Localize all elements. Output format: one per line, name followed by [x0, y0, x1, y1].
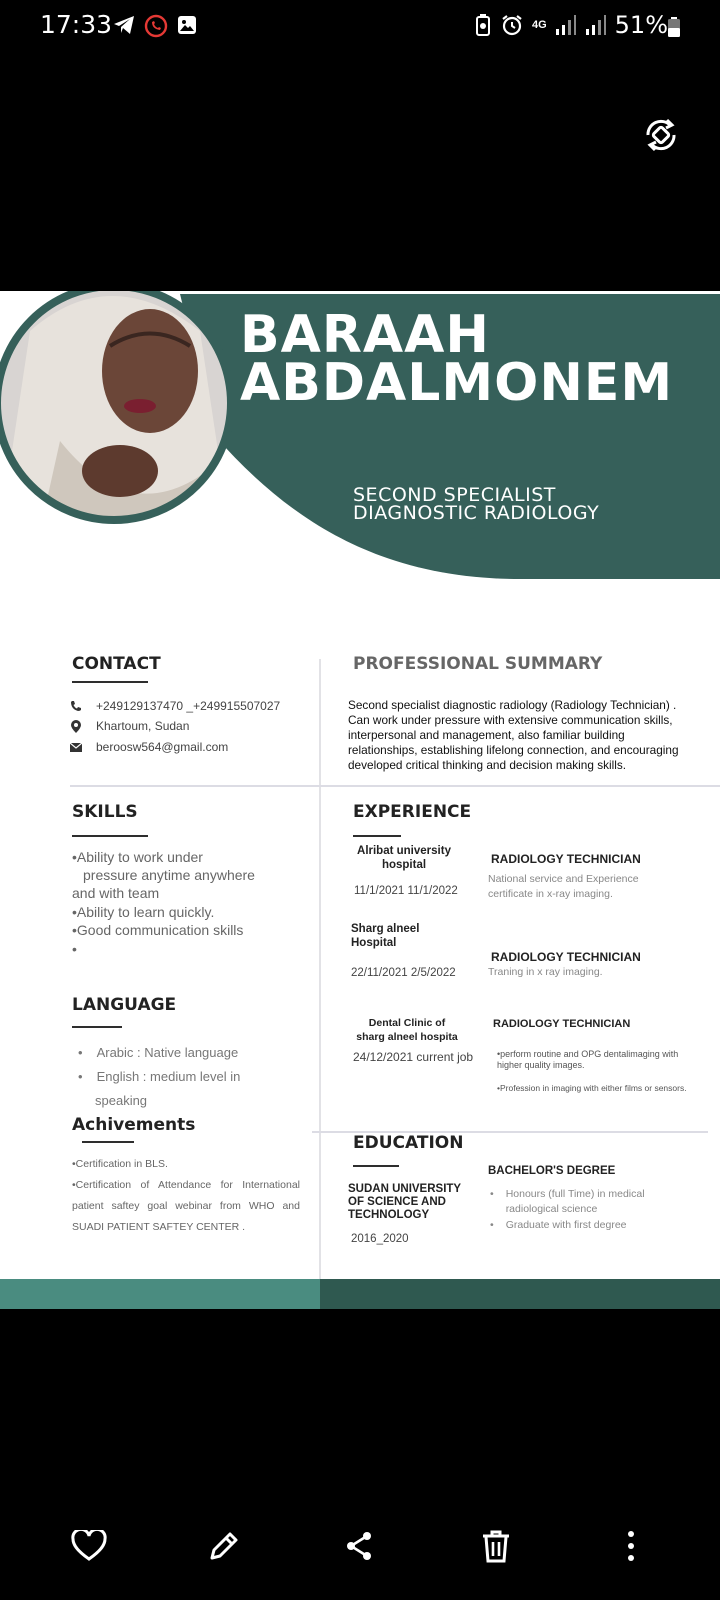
skills-title: SKILLS: [72, 802, 138, 822]
resume-document: [0, 291, 720, 1309]
section-divider-top: [70, 785, 720, 787]
candidate-title: SECOND SPECIALIST DIAGNOSTIC RADIOLOGY: [353, 484, 600, 524]
experience-title: EXPERIENCE: [353, 802, 472, 822]
heart-icon: [71, 1530, 107, 1562]
language-underline: [72, 1026, 122, 1028]
contact-title: CONTACT: [72, 654, 161, 674]
network-type: 4G: [531, 18, 547, 31]
mail-icon: [70, 742, 82, 752]
edit-button[interactable]: [202, 1524, 246, 1568]
achievements-underline: [82, 1141, 134, 1143]
experience-org: Alribat university hospital: [357, 845, 451, 871]
skill-line: •Ability to learn quickly.: [72, 904, 215, 920]
skill-line: •: [72, 941, 77, 957]
status-bar: [0, 0, 720, 52]
contact-location: Khartoum, Sudan: [70, 719, 189, 733]
experience-dates: 24/12/2021 current job: [353, 1050, 474, 1064]
experience-underline: [353, 835, 401, 837]
signal-icon-1: [555, 14, 577, 36]
action-bar: [0, 1500, 720, 1600]
favorite-button[interactable]: [67, 1524, 111, 1568]
skill-line: •Good communication skills: [72, 922, 244, 938]
status-time: 17:33: [40, 10, 113, 39]
language-item-continued: speaking: [95, 1093, 148, 1108]
trash-icon: [480, 1528, 512, 1564]
language-title: LANGUAGE: [72, 995, 177, 1015]
experience-bullet: •perform routine and OPG dentalimaging with higher quality images.: [497, 1049, 679, 1070]
experience-dates: 22/11/2021 2/5/2022: [351, 967, 456, 979]
achievement-line: SUADI PATIENT SAFTEY CENTER .: [72, 1221, 246, 1233]
achievement-line: •Certification of Attendance for International: [72, 1179, 300, 1191]
achievements-title: Achivements: [72, 1115, 196, 1135]
share-icon: [343, 1530, 375, 1562]
battery-saver-icon: [474, 13, 492, 37]
skill-line: •Ability to work under: [72, 849, 203, 865]
candidate-name: BARAAH ABDALMONEM: [240, 305, 674, 413]
skills-underline: [72, 835, 148, 837]
signal-icon-2: [585, 14, 607, 36]
column-divider: [319, 659, 321, 1279]
skill-line: pressure anytime anywhere: [83, 867, 255, 883]
contact-phone: +249129137470 _+249915507027: [70, 699, 280, 713]
more-options-button[interactable]: [609, 1524, 653, 1568]
pencil-icon: [207, 1529, 241, 1563]
experience-role: RADIOLOGY TECHNICIAN: [493, 1018, 631, 1030]
education-detail: • Honours (full Time) in medical radiological science • Graduate with first degree: [490, 1188, 645, 1231]
skill-line: and with team: [72, 885, 160, 901]
gallery-icon: [176, 14, 198, 36]
experience-bullet: •Profession in imaging with either films or sensors.: [497, 1083, 687, 1093]
footer-band-left: [0, 1279, 320, 1309]
battery-icon: [668, 17, 680, 37]
education-title: EDUCATION: [353, 1133, 464, 1153]
education-school: SUDAN UNIVERSITY OF SCIENCE AND TECHNOLOGY: [348, 1183, 462, 1221]
experience-role: RADIOLOGY TECHNICIAN: [491, 950, 641, 964]
experience-org: Dental Clinic of sharg alneel hospita: [356, 1017, 458, 1043]
achievement-line: •Certification in BLS.: [72, 1158, 168, 1170]
more-vertical-icon: [626, 1530, 636, 1562]
footer-band-right: [320, 1279, 720, 1309]
share-button[interactable]: [337, 1524, 381, 1568]
telegram-icon: [112, 14, 136, 36]
achievement-line: patient saftey goal webinar from WHO and: [72, 1200, 300, 1212]
notification-icons: [112, 14, 198, 38]
experience-description: National service and Experience certificate in x-ray imaging.: [488, 873, 639, 900]
location-pin-icon: [70, 720, 82, 733]
experience-dates: 11/1/2021 11/1/2022: [354, 885, 458, 897]
experience-role: RADIOLOGY TECHNICIAN: [491, 852, 641, 866]
rotate-button[interactable]: [640, 114, 682, 156]
language-item: • English : medium level in: [78, 1069, 241, 1084]
education-underline: [353, 1165, 399, 1167]
language-item: • Arabic : Native language: [78, 1045, 239, 1060]
contact-email: beroosw564@gmail.com: [70, 740, 228, 754]
rotate-icon: [640, 114, 682, 156]
alarm-icon: [500, 13, 524, 37]
contact-underline: [72, 681, 148, 683]
education-degree: BACHELOR'S DEGREE: [488, 1165, 616, 1177]
education-years: 2016_2020: [351, 1233, 409, 1245]
delete-button[interactable]: [474, 1524, 518, 1568]
summary-text: Second specialist diagnostic radiology (Radiology Technician) . Can work under pressure with extensive communication skills, interpersonal and management, also familiar building relationships, establishing lifelong connection, and encouraging developed critical thinking and decision making skills.: [348, 698, 679, 772]
experience-description: Traning in x ray imaging.: [488, 966, 603, 978]
summary-title: PROFESSIONAL SUMMARY: [353, 654, 603, 674]
battery-percent: 51%: [614, 11, 668, 39]
experience-org: Sharg alneel Hospital: [351, 923, 420, 949]
whatsapp-icon: [144, 14, 168, 38]
phone-icon: [70, 700, 82, 712]
system-status: [474, 11, 668, 39]
